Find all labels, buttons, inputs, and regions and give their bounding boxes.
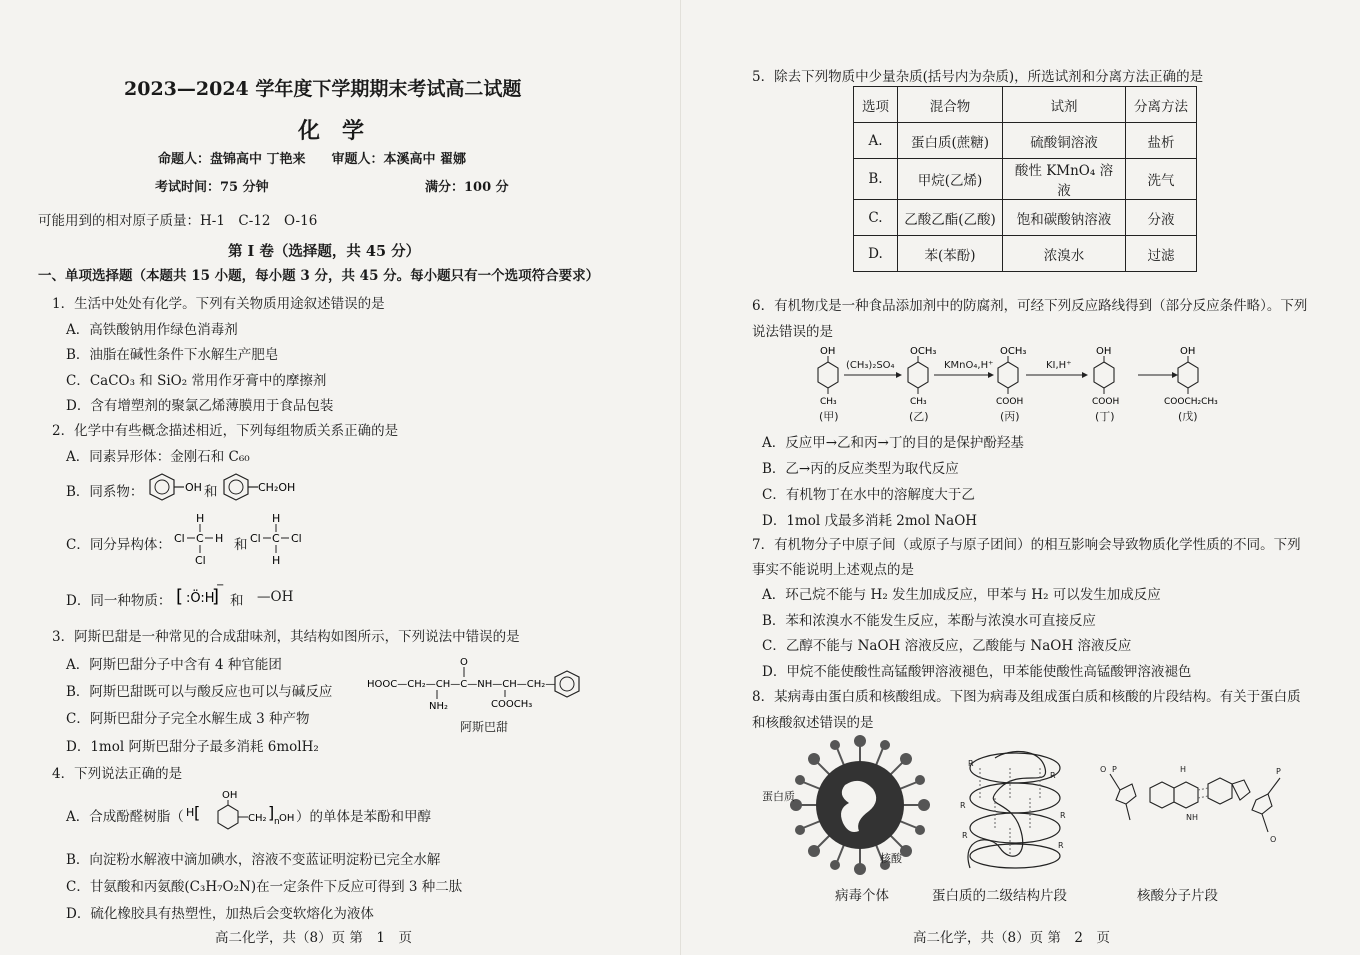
benzyl-alcohol-structure xyxy=(220,470,300,506)
caption-virus: 病毒个体 xyxy=(835,888,889,904)
q2-c-and: 和 xyxy=(234,537,248,553)
table-cell: D. xyxy=(854,236,898,272)
svg-text:H: H xyxy=(272,554,281,567)
q6-option-b: B．乙→丙的反应类型为取代反应 xyxy=(762,461,959,477)
svg-text:OH: OH xyxy=(279,813,295,824)
q4-option-c: C．甘氨酸和丙氨酸(C₃H₇O₂N)在一定条件下反应可得到 3 种二肽 xyxy=(66,879,463,895)
caption-protein: 蛋白质的二级结构片段 xyxy=(932,888,1067,904)
reagent-1: (CH₃)₂SO₄ xyxy=(846,360,895,371)
virus-illustration xyxy=(790,735,930,875)
svg-text:COOH: COOH xyxy=(996,397,1024,407)
dichloromethane-structure-1 xyxy=(172,510,234,570)
label-bing: (丙) xyxy=(1000,410,1020,423)
svg-text:R: R xyxy=(1060,811,1066,820)
table-cell: B. xyxy=(854,159,898,200)
svg-text:CH₃: CH₃ xyxy=(820,397,837,407)
q2-option-b-prefix: B．同系物： xyxy=(66,484,144,500)
svg-text:CH₂OH: CH₂OH xyxy=(258,481,296,494)
q7-option-a: A．环己烷不能与 H₂ 发生加成反应，甲苯与 H₂ 可以发生加成反应 xyxy=(762,587,1161,603)
phenol-structure xyxy=(146,470,206,506)
svg-text:H: H xyxy=(215,532,224,545)
exam-title: 2023—2024 学年度下学期期末考试高二试题 xyxy=(124,78,522,100)
q7-option-d: D．甲烷不能使酸性高锰酸钾溶液褪色，甲苯能使酸性高锰酸钾溶液褪色 xyxy=(762,664,1192,680)
svg-text:H: H xyxy=(186,806,195,819)
svg-text:R: R xyxy=(1058,841,1064,850)
q5-stem: 5．除去下列物质中少量杂质(括号内为杂质)，所选试剂和分离方法正确的是 xyxy=(752,69,1204,85)
svg-text:COOCH₂CH₃: COOCH₂CH₃ xyxy=(1164,397,1218,407)
label-nucleic-acid: 核酸 xyxy=(880,852,902,865)
caption-nucleic: 核酸分子片段 xyxy=(1137,888,1218,904)
q1-stem: 1．生活中处处有化学。下列有关物质用途叙述错误的是 xyxy=(52,296,385,312)
svg-text:HOOC—CH₂—CH—C—NH—CH—CH₂—: HOOC—CH₂—CH—C—NH—CH—CH₂— xyxy=(367,679,556,690)
q4-option-b: B．向淀粉水解液中滴加碘水，溶液不变蓝证明淀粉已完全水解 xyxy=(66,852,441,868)
svg-text:COOH: COOH xyxy=(1092,397,1120,407)
table-cell: 浓溴水 xyxy=(1003,236,1126,272)
svg-text:OCH₃: OCH₃ xyxy=(910,346,937,357)
q3-option-d: D．1mol 阿斯巴甜分子最多消耗 6molH₂ xyxy=(66,739,319,755)
svg-text:Cl: Cl xyxy=(174,532,185,545)
reagent-3: KI,H⁺ xyxy=(1046,360,1072,371)
q4-option-a-prefix: A．合成酚醛树脂（ xyxy=(66,809,184,825)
svg-text:C: C xyxy=(272,532,280,545)
label-wu: (戊) xyxy=(1178,410,1198,423)
table-cell: 分液 xyxy=(1126,200,1197,236)
svg-text:OH: OH xyxy=(1180,346,1196,357)
svg-text:C: C xyxy=(196,532,204,545)
svg-text:H: H xyxy=(1180,765,1187,774)
svg-text:CH₂: CH₂ xyxy=(248,813,267,824)
svg-text:NH: NH xyxy=(1186,813,1198,822)
q2-stem: 2．化学中有些概念描述相近，下列每组物质关系正确的是 xyxy=(52,423,399,439)
q1-option-a: A．高铁酸钠用作绿色消毒剂 xyxy=(66,322,238,338)
q6-option-d: D．1mol 戊最多消耗 2mol NaOH xyxy=(762,513,978,529)
table-row xyxy=(854,200,1197,236)
svg-text:OCH₃: OCH₃ xyxy=(1000,346,1027,357)
table-cell: 蛋白质(蔗糖) xyxy=(898,123,1003,159)
q8-stem-line2: 和核酸叙述错误的是 xyxy=(752,715,874,731)
q5-header-reagent: 试剂 xyxy=(1003,87,1126,123)
q8-stem-line1: 8．某病毒由蛋白质和核酸组成。下图为病毒及组成蛋白质和核酸的片段结构。有关于蛋白质 xyxy=(752,689,1301,705)
q2-b-and: 和 xyxy=(204,484,218,500)
svg-text:Cl: Cl xyxy=(291,532,302,545)
q3-stem: 3．阿斯巴甜是一种常见的合成甜味剂，其结构如图所示，下列说法中错误的是 xyxy=(52,629,520,645)
section-intro: 一、单项选择题（本题共 15 小题，每小题 3 分，共 45 分。每小题只有一个选项符合要求） xyxy=(38,268,600,284)
svg-text:[: [ xyxy=(194,803,201,822)
atomic-mass-line: 可能用到的相对原子质量：H-1 C-12 O-16 xyxy=(38,213,318,229)
q4-option-a-suffix: ）的单体是苯酚和甲醇 xyxy=(296,809,431,825)
svg-text:O: O xyxy=(460,657,468,668)
svg-text:OH: OH xyxy=(222,790,238,801)
table-cell: C. xyxy=(854,200,898,236)
q5-header-method: 分离方法 xyxy=(1126,87,1197,123)
svg-text:COOCH₃: COOCH₃ xyxy=(491,699,533,710)
aspartame-structure xyxy=(365,655,595,715)
label-yi: (乙) xyxy=(909,410,929,423)
svg-text:P: P xyxy=(1276,767,1281,776)
section-title: 第 Ⅰ 卷（选择题，共 45 分） xyxy=(228,243,421,260)
svg-text:R: R xyxy=(962,831,968,840)
q5-table-header xyxy=(854,87,1197,123)
svg-text:H: H xyxy=(196,512,205,525)
protein-helix-illustration xyxy=(950,738,1085,878)
table-cell: 硫酸铜溶液 xyxy=(1003,123,1126,159)
q4-stem: 4．下列说法正确的是 xyxy=(52,766,183,782)
svg-text:P: P xyxy=(1112,765,1117,774)
label-jia: (甲) xyxy=(819,410,839,423)
svg-text:n: n xyxy=(274,817,280,827)
table-row xyxy=(854,236,1197,272)
hydroxide-ion-structure xyxy=(174,578,225,614)
q2-option-c-prefix: C．同分异构体： xyxy=(66,537,171,553)
q2-option-d-prefix: D．同一种物质： xyxy=(66,593,172,609)
q6-option-c: C．有机物丁在水中的溶解度大于乙 xyxy=(762,487,975,503)
q5-table xyxy=(853,86,1197,272)
svg-text:OH: OH xyxy=(185,481,202,494)
nucleic-acid-illustration xyxy=(1090,760,1300,860)
aspartame-label: 阿斯巴甜 xyxy=(460,720,509,734)
q6-stem-line2: 说法错误的是 xyxy=(752,324,833,340)
phenolic-resin-structure xyxy=(184,786,294,832)
table-cell: 盐析 xyxy=(1126,123,1197,159)
q4-option-d: D．硫化橡胶具有热塑性，加热后会变软熔化为液体 xyxy=(66,906,374,922)
page-divider xyxy=(680,0,681,955)
svg-text:O: O xyxy=(1100,765,1107,774)
svg-text:[: [ xyxy=(176,586,184,607)
q7-option-b: B．苯和浓溴水不能发生反应，苯酚与浓溴水可直接反应 xyxy=(762,613,1096,629)
q3-option-c: C．阿斯巴甜分子完全水解生成 3 种产物 xyxy=(66,711,310,727)
svg-text:H: H xyxy=(272,512,281,525)
q5-header-option: 选项 xyxy=(854,87,898,123)
reagent-2: KMnO₄,H⁺ xyxy=(944,360,994,371)
q3-option-b: B．阿斯巴甜既可以与酸反应也可以与碱反应 xyxy=(66,684,333,700)
table-cell: 洗气 xyxy=(1126,159,1197,200)
svg-text:R: R xyxy=(968,759,974,768)
table-cell: 饱和碳酸钠溶液 xyxy=(1003,200,1126,236)
svg-text:OH: OH xyxy=(820,346,836,357)
q1-option-b: B．油脂在碱性条件下水解生产肥皂 xyxy=(66,347,279,363)
label-protein-shell: 蛋白质 xyxy=(762,790,795,803)
table-cell: 甲烷(乙烯) xyxy=(898,159,1003,200)
q1-option-d: D．含有增塑剂的聚氯乙烯薄膜用于食品包装 xyxy=(66,398,334,414)
q7-stem-line1: 7．有机物分子中原子间（或原子与原子团间）的相互影响会导致物质化学性质的不同。下列 xyxy=(752,537,1301,553)
q2-d-hydroxyl: —OH xyxy=(257,589,294,605)
svg-text:]: ] xyxy=(268,803,275,822)
q7-stem-line2: 事实不能说明上述观点的是 xyxy=(752,562,914,578)
svg-text:Cl: Cl xyxy=(195,554,206,567)
left-footer: 高二化学，共（8）页 第 1 页 xyxy=(215,930,412,946)
dichloromethane-structure-2 xyxy=(248,510,310,570)
full-score: 满分：100 分 xyxy=(425,180,509,195)
right-footer: 高二化学，共（8）页 第 2 页 xyxy=(913,930,1110,946)
table-cell: 酸性 KMnO₄ 溶液 xyxy=(1003,159,1126,200)
svg-text:−: − xyxy=(216,580,225,591)
q1-option-c: C．CaCO₃ 和 SiO₂ 常用作牙膏中的摩擦剂 xyxy=(66,373,327,389)
table-cell: 过滤 xyxy=(1126,236,1197,272)
exam-time: 考试时间：75 分钟 xyxy=(155,180,269,195)
svg-text:OH: OH xyxy=(1096,346,1112,357)
q2-d-and: 和 xyxy=(230,593,244,609)
q7-option-c: C．乙醇不能与 NaOH 溶液反应，乙酸能与 NaOH 溶液反应 xyxy=(762,638,1132,654)
q6-stem-line1: 6．有机物戊是一种食品添加剂中的防腐剂，可经下列反应路线得到（部分反应条件略）。下列 xyxy=(752,298,1308,314)
svg-text:CH₃: CH₃ xyxy=(910,397,927,407)
table-cell: 苯(苯酚) xyxy=(898,236,1003,272)
table-row xyxy=(854,123,1197,159)
authors-line: 命题人：盘锦高中 丁艳来 审题人：本溪高中 翟娜 xyxy=(158,152,467,167)
svg-text:]: ] xyxy=(212,586,220,607)
q6-option-a: A．反应甲→乙和丙→丁的目的是保护酚羟基 xyxy=(762,435,1024,451)
svg-text:O: O xyxy=(1270,835,1277,844)
svg-text:Cl: Cl xyxy=(250,532,261,545)
svg-text:R: R xyxy=(960,801,966,810)
q2-option-a: A．同素异形体：金刚石和 C₆₀ xyxy=(66,449,250,465)
table-cell: 乙酸乙酯(乙酸) xyxy=(898,200,1003,236)
svg-text::Ö:H: :Ö:H xyxy=(186,591,215,606)
table-row xyxy=(854,159,1197,200)
label-ding: (丁) xyxy=(1095,410,1115,423)
subject-title: 化学 xyxy=(298,118,387,144)
q3-option-a: A．阿斯巴甜分子中含有 4 种官能团 xyxy=(66,657,282,673)
svg-text:R: R xyxy=(1050,771,1056,780)
svg-text:NH₂: NH₂ xyxy=(429,701,449,712)
q5-header-mixture: 混合物 xyxy=(898,87,1003,123)
table-cell: A. xyxy=(854,123,898,159)
